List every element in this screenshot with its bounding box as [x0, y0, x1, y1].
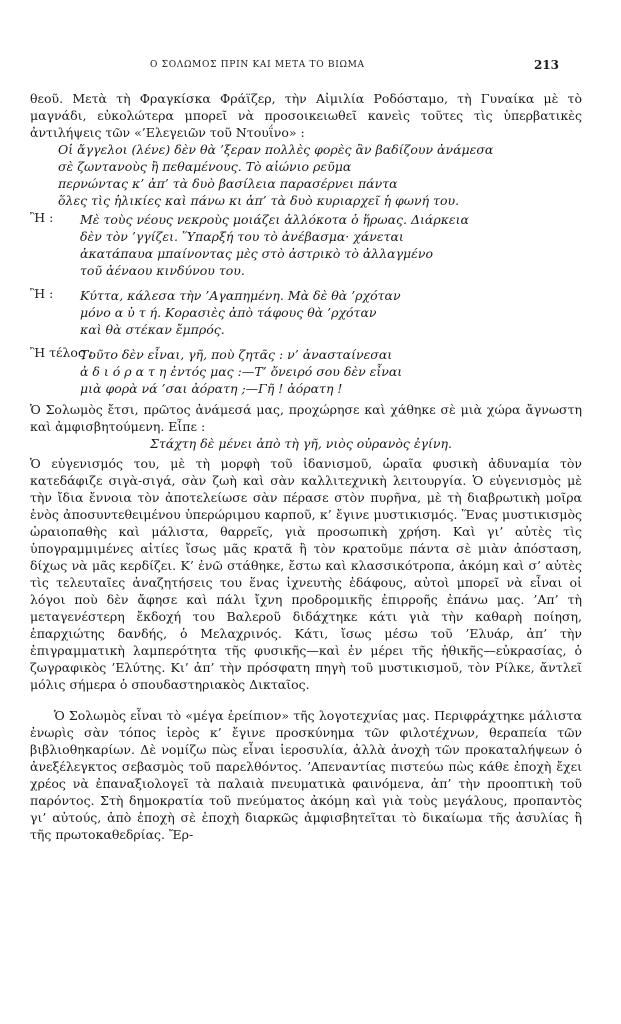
- quote-label: Ἢ τέλος :: [30, 345, 94, 360]
- quote-line: Μὲ τοὺς νέους νεκροὺς μοιάζει ἀλλόκοτα ὁ ἥρωας. Διάρκεια: [80, 212, 469, 227]
- quote-elegies-3: [30, 285, 582, 338]
- quote-line: ἀ δ ι ό ρ α τ η ἐντός μας :—Τ’ ὄνειρό σου δὲν εἶναι: [80, 364, 403, 379]
- quote-line: Τοῦτο δὲν εἶναι, γῆ, ποὺ ζητᾶς : ν’ ἀνασταίνεσαι: [80, 347, 393, 362]
- quote-line: μόνο α ὐ τ ή. Κορασιὲς ἀπὸ τάφους θὰ ’ρχόταν: [80, 305, 377, 320]
- body-text: [30, 90, 582, 843]
- quote-line: μιὰ φορὰ νά ’σαι ἀόρατη ;—Γῆ ! ἀόρατη !: [80, 381, 343, 396]
- quote-line: Κύττα, κάλεσα τὴν ’Αγαπημένη. Μὰ δὲ θὰ ’ρχόταν: [80, 288, 401, 303]
- quote-elegies-4: [30, 344, 582, 397]
- page-header: [150, 58, 559, 74]
- quote-elegies-2: [30, 209, 582, 279]
- eugenismos-paragraph: Ὁ εὐγενισμός του, μὲ τὴ μορφὴ τοῦ ἰδανισμοῦ, ὡραῖα φυσικὴ ἀδυναμία τὸν κατεδάφιζε σιγὰ-σιγά, σὰν ζωὴ καὶ σὰν καλλιτεχνικὴ λειτουργία. Ὁ εὐγενισμὸς μὲ τὴν ἴδια ἔννοια τὸν ἀποτελείωσε σὰν πέρασε στὸν πυρῆνα, μὲ τὴ διαβρωτικὴ μοῖρα ἑνὸς ἀποσυντεθειμένου ὑπερώριμου καρποῦ, κ’ ἔγινε μυστικισμός. Ἕνας μυστικισμὸς ὡραιοπαθὴς καὶ μάλιστα, θαρρεῖς, γιὰ προσωπικὴ χρήση. Καὶ γι’ αὐτὲς τὶς ὑπογραμμιμένες αἰτίες ἴσως μᾶς κρατᾶ ἢ τὸν κρατοῦμε πάντα σὲ μιὰν ἀπόσταση, δίχως νὰ μᾶς κερδίζει. Κ’ ἐνῶ στάθηκε, ἔστω καὶ κλασσικότροπα, ἀκόμη καὶ σ’ αὐτὲς τὶς τελευταῖες ἀναζητήσεις του ἕνας ἰχνευτὴς ἐδάφους, αὐτοὶ μπορεῖ νὰ εἶναι οἱ λόγοι ποὺ δὲν ἄφησε καὶ πάλι ἴχνη προδρομικῆς ἐπιρροῆς ἐπάνω μας. ’Απ’ τὴ μεταγενέστερη ἔκδοχή του Βαλεροῦ διδάχτηκε κάτι γιὰ τὴν καθαρὴ ποίηση, ἐπαρχιώτης δανδής, ὁ Μελαχρινός. Κάτι, ἴσως μέσω τοῦ ’Ελυάρ, ἀπ’ τὴν ἐπιγραμματικὴ λαμπερότητα τῆς φυσικῆς—καὶ ἐν μέρει τῆς ἠθικῆς—εὐκρασίας, ὁ ζωγραφικὸς ’Ελύτης. Κι’ ἀπ’ τὴν πρόσφατη πηγὴ τοῦ μυστικισμοῦ, τὸν Ρίλκε, ἄντλεῖ μόλις σήμερα ὁ σπουδαστηριακὸς Δικταῖος.: [30, 456, 582, 692]
- quote-line: περνώντας κ’ ἀπ’ τὰ δυὸ βασίλεια παρασέρνει πάντα: [58, 176, 398, 191]
- page-number: 213: [533, 58, 559, 72]
- quote-line: δὲν τὸν ’γγίζει. Ὕπαρξή του τὸ ἀνέβασμα· χάνεται: [80, 229, 404, 244]
- solomos-quote: Στάχτη δὲ μένει ἀπὸ τὴ γῆ, νιὸς οὐρανὸς ἐγίνη.: [150, 436, 452, 451]
- quote-line: σὲ ζωντανοὺς ἢ πεθαμένους. Τὸ αἰώνιο ρεῦμα: [58, 159, 352, 174]
- final-paragraph: Ὁ Σολωμὸς εἶναι τὸ «μέγα ἐρείπιον» τῆς λογοτεχνίας μας. Περιφράχτηκε μάλιστα ἐνωρὶς σὰν τόπος ἱερὸς κ’ ἔγινε προσκύνημα τῶν φιλοτέχνων, θεραπεία τῶν βιβλιοθηκαρίων. Δὲ νομίζω πὼς εἶναι ἱεροσυλία, ἀλλὰ ἀνοχὴ τῶν προκαταλήψεων ὁ ἀνεξέλεγκτος σεβασμὸς τοῦ παρελθόντος. ’Απεναντίας πιστεύω πὼς κάθε ἐποχὴ ἔχει χρέος νὰ ἐπαναξιολογεῖ τὰ παλαιὰ πνευματικὰ φαινόμενα, ἀπ’ τὴν προοπτικὴ τοῦ παρόντος. Στὴ δημοκρατία τοῦ πνεύματος ἀκόμη καὶ γιὰ τοὺς μεγάλους, προπαντὸς γι’ αὐτούς, ἀπὸ ἐποχὴ σὲ ἐποχὴ διαρκῶς ἀμφισβητεῖται τὸ δικαίωμα τῆς ἀσυλίας ἢ τῆς πρωτοκαθεδρίας. Ἔρ-: [30, 708, 582, 842]
- quote-elegies-1: [30, 141, 582, 209]
- intro-paragraph: θεοῦ. Μετὰ τὴ Φραγκίσκα Φράϊζερ, τὴν Αἰμιλία Ροδόσταμο, τὴ Γυναίκα μὲ τὸ μαγνάδι, εὐκολώτερα μπορεῖ νὰ προσοικειωθεῖ κανεὶς τοῦτες τὶς ὑπερβατικὲς ἀντιλήψεις τῶν «’Ελεγειῶν τοῦ Ντουΐνο» :: [30, 91, 582, 140]
- running-title: Ο ΣΟΛΩΜΟΣ ΠΡΙΝ ΚΑΙ ΜΕΤΑ ΤΟ ΒΙΩΜΑ: [150, 60, 365, 70]
- quote-label: Ἢ :: [30, 286, 54, 301]
- quote-line: ἀκατάπαυα μπαίνοντας μὲς στὸ ἀστρικὸ τὸ ἀλλαγμένο: [80, 246, 433, 261]
- quote-line: καὶ θὰ στέκαν ἔμπρός.: [80, 322, 225, 337]
- quote-line: τοῦ ἀέναου κινδύνου του.: [80, 263, 245, 278]
- quote-label: Ἢ :: [30, 210, 54, 225]
- solomos-paragraph: Ὁ Σολωμὸς ἔτσι, πρῶτος ἀνάμεσά μας, προχώρησε καὶ χάθηκε σὲ μιὰ χώρα ἄγνωστη καὶ ἀμφισβητούμενη. Εἶπε :: [30, 402, 582, 434]
- quote-line: ὅλες τὶς ἡλικίες καὶ πάνω κι ἀπ’ τὰ δυὸ κυριαρχεῖ ἡ φωνή του.: [58, 193, 460, 208]
- quote-line: Οἱ ἄγγελοι (λένε) δὲν θὰ ’ξεραν πολλὲς φορὲς ἂν βαδίζουν ἀνάμεσα: [58, 142, 494, 157]
